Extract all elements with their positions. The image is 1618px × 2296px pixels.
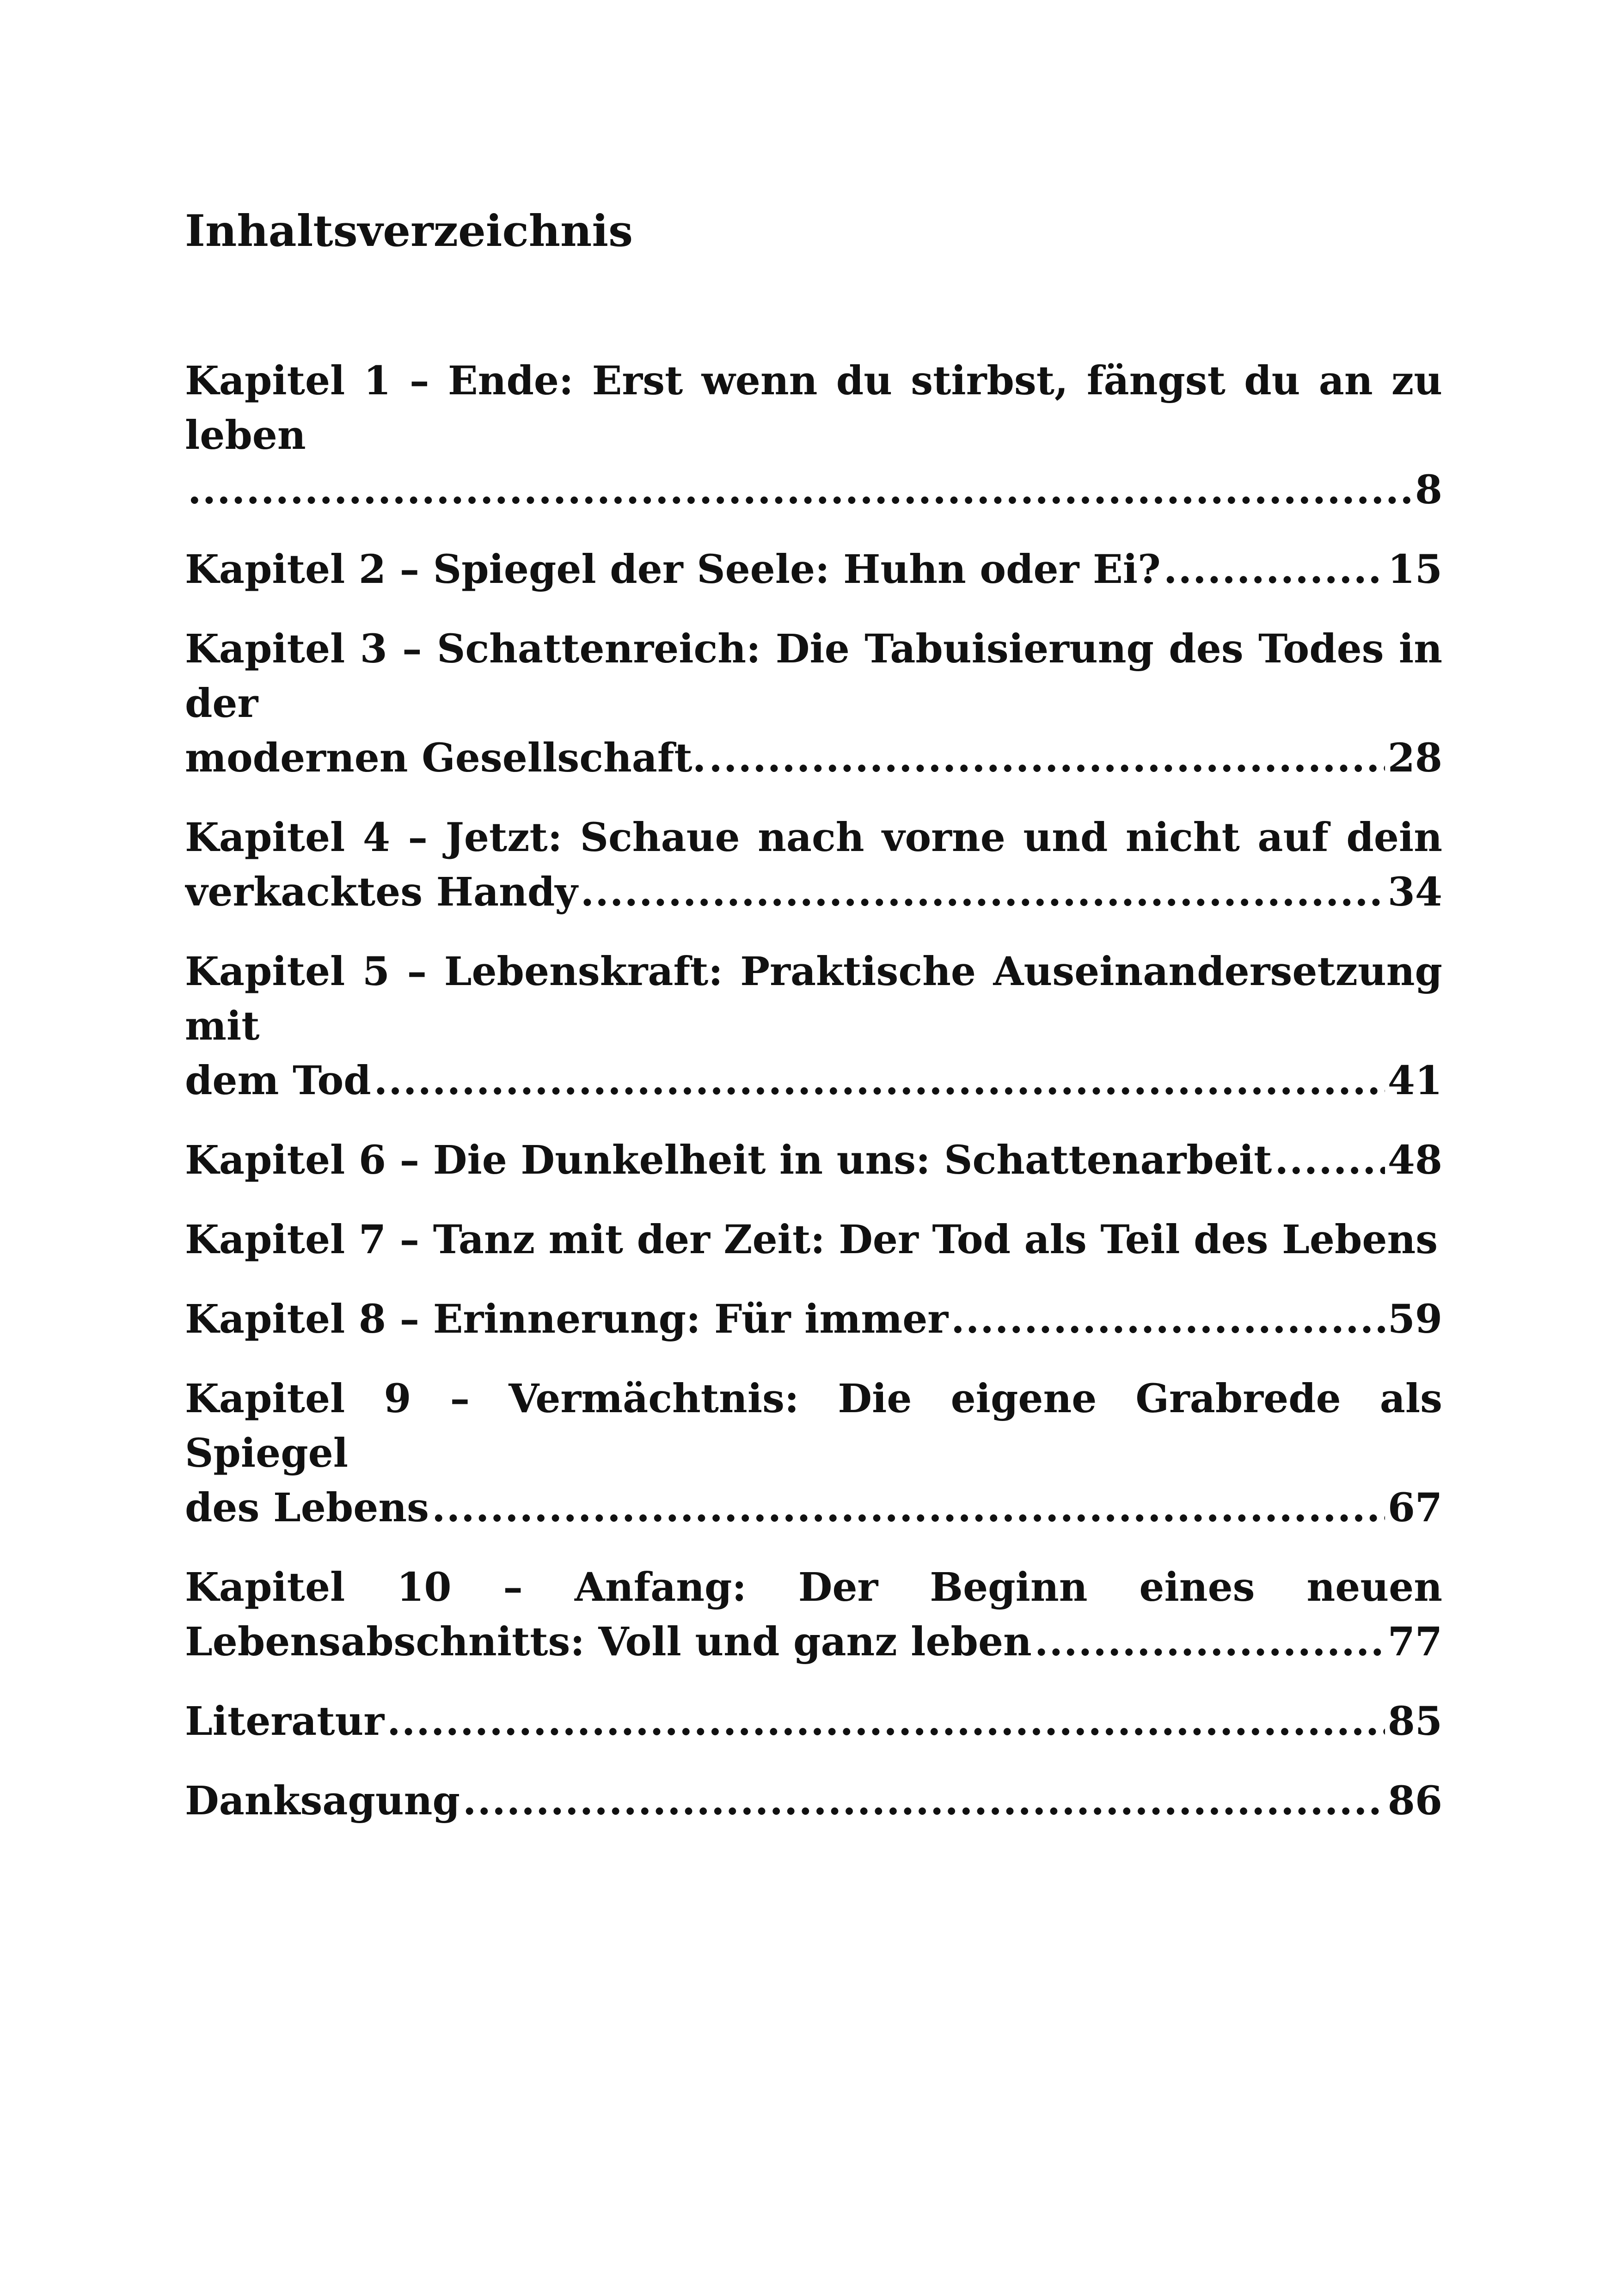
toc-entry-leader-row [185,1694,1442,1749]
toc-entry-label: Kapitel 8 – Erinnerung: Für immer [185,1296,949,1342]
dot-leader [188,463,1412,517]
toc-entry-label: Kapitel 6 – Die Dunkelheit in uns: Schattenarbeit [185,1137,1272,1183]
toc-page [185,203,1442,1853]
toc-entry-line2: des Lebens [185,1485,429,1531]
toc-entry-label: Danksagung [185,1778,460,1824]
toc-entry-leader-row [185,1292,1442,1347]
toc-entry-danksagung[interactable] [185,1774,1442,1828]
dot-leader [463,1774,1385,1828]
toc-entry-10[interactable] [185,1560,1442,1669]
toc-entry-line2: Lebensabschnitts: Voll und ganz leben [185,1619,1032,1665]
dot-leader [1275,1133,1385,1188]
toc-entry-8[interactable] [185,1292,1442,1347]
toc-entry-6[interactable] [185,1133,1442,1188]
toc-page-number: 77 [1387,1619,1442,1665]
toc-entry-line1: Kapitel 5 – Lebenskraft: Praktische Auseinandersetzung mit [185,949,1442,1049]
toc-entry-1[interactable] [185,354,1442,517]
toc-entry-leader-row [185,542,1442,597]
dot-leader [709,731,1385,785]
toc-page-number: 8 [1415,467,1442,513]
toc-entry-9[interactable] [185,1371,1442,1535]
toc-entry-line2: verkacktes Handy [185,869,578,915]
dot-leader [581,865,1385,919]
toc-entry-line1: Kapitel 1 – Ende: Erst wenn du stirbst, fängst du an zu leben [185,358,1442,459]
dot-leader [432,1481,1385,1535]
toc-page-number: 34 [1387,869,1442,915]
toc-entry-line2: modernen Gesellschaft. [185,735,706,781]
dot-leader [387,1694,1385,1749]
toc-entry-5[interactable] [185,944,1442,1108]
toc-entry-leader-row [185,1774,1442,1828]
toc-list [185,354,1442,1828]
toc-page-number [1440,1212,1442,1267]
toc-entry-leader-row [185,463,1442,517]
toc-entry-line1: Kapitel 9 – Vermächtnis: Die eigene Grabrede als Spiegel [185,1376,1442,1476]
toc-page-number: 67 [1387,1485,1442,1531]
toc-page-number: 41 [1387,1058,1442,1104]
toc-entry-2[interactable] [185,542,1442,597]
toc-entry-line1: Kapitel 3 – Schattenreich: Die Tabuisierung des Todes in der [185,626,1442,727]
toc-entry-leader-row [185,1212,1442,1267]
toc-entry-4[interactable] [185,810,1442,919]
toc-entry-line1: Kapitel 10 – Anfang: Der Beginn eines neuen [185,1564,1442,1610]
toc-page-number: 48 [1387,1137,1442,1183]
toc-page-number: 15 [1387,546,1442,593]
toc-entry-label: Kapitel 7 – Tanz mit der Zeit: Der Tod als Teil des Lebens [185,1217,1438,1263]
toc-entry-literatur[interactable] [185,1694,1442,1749]
toc-entry-label: Literatur [185,1698,385,1745]
toc-page-number: 28 [1387,735,1442,781]
toc-title: Inhaltsverzeichnis [185,206,633,257]
toc-entry-line2: dem Tod [185,1058,371,1104]
dot-leader [951,1292,1385,1347]
toc-entry-leader-row [185,1481,1442,1535]
toc-entry-label: Kapitel 2 – Spiegel der Seele: Huhn oder Ei? [185,546,1161,593]
toc-entry-leader-row [185,1133,1442,1188]
dot-leader [1035,1615,1385,1669]
toc-page-number: 85 [1387,1698,1442,1745]
toc-page-number: 59 [1387,1296,1442,1342]
toc-entry-7[interactable] [185,1212,1442,1267]
dot-leader [374,1053,1385,1108]
toc-page-number: 86 [1387,1778,1442,1824]
toc-entry-leader-row [185,731,1442,785]
toc-entry-line1: Kapitel 4 – Jetzt: Schaue nach vorne und nicht auf dein [185,814,1442,861]
toc-entry-3[interactable] [185,622,1442,785]
dot-leader [1164,542,1385,597]
toc-entry-leader-row [185,865,1442,919]
toc-entry-leader-row [185,1053,1442,1108]
toc-entry-leader-row [185,1615,1442,1669]
